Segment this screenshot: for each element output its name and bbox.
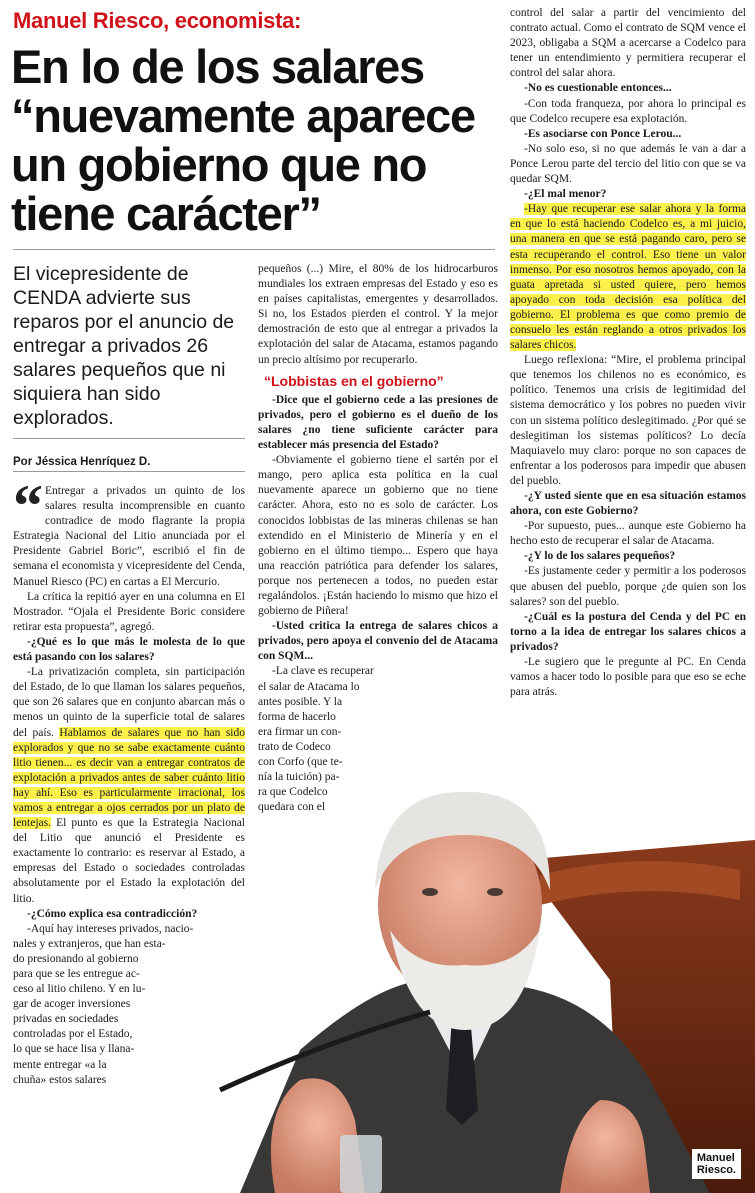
- paragraph: -No solo eso, si no que además le van a dar a Ponce Lerou parte del tercio del litio con que se va quedar SQM.: [510, 142, 746, 186]
- question: -Es asociarse con Ponce Lerou...: [524, 127, 682, 140]
- paragraph: [510, 202, 746, 353]
- line: privadas en sociedades: [13, 1013, 119, 1026]
- text: -La privatización completa, sin participación del Estado, de lo que llaman los salares pequeños, que son 26 salares que en conjunto abarcan más o menos un quinto de la superficie total de salares del país.: [13, 666, 245, 739]
- paragraph: pequeños (...) Mire, el 80% de los hidrocarburos mundiales los extraen empresas del Estado y eso es en países capitalistas, emergentes y desarrollados. Si no, los Estados pierden el control. Y la mejor demostración de esto que al entregar a privados la explotación del salar de Atacama, estamos pagando un precio altísimo por recuperarlo.: [258, 263, 498, 366]
- text: El punto es que la Estrategia Nacional del Litio que anunció el Presidente es exactamente lo contrario: es reservar al Estado, a empresas del Estado o sociedades controladas absolutamente por el Estado la explotación del litio.: [13, 817, 245, 905]
- line: con Corfo (que te-: [258, 756, 343, 768]
- portrait-photo: [180, 780, 755, 1193]
- line: era firmar un con-: [258, 725, 342, 738]
- question: -No es cuestionable entonces...: [524, 82, 672, 95]
- line: lo que se hace lisa y llana-: [13, 1043, 135, 1056]
- line: controladas por el Estado,: [13, 1028, 133, 1041]
- question: -¿Qué es lo que más le molesta de lo que está pasando con los salares?: [13, 635, 245, 664]
- headline-line: “nuevamente aparece: [11, 89, 475, 142]
- byline: Por Jéssica Henríquez D.: [13, 456, 151, 468]
- line: ceso al litio chileno. Y en lu-: [13, 983, 146, 996]
- line: para que se les entregue ac-: [13, 968, 140, 980]
- question: -Usted critica la entrega de salares chicos a privados, pero apoya el convenio del de Atacama con SQM...: [258, 620, 498, 663]
- deck: El vicepresidente de CENDA advierte sus reparos por el anuncio de entregar a privados 26 salares pequeños que ni siquiera han sido explorados.: [13, 263, 235, 429]
- question: -¿Cuál es la postura del Cenda y del PC en torno a la idea de entregar los salares chicos a privados?: [510, 610, 746, 653]
- line: gar de acoger inversiones: [13, 998, 131, 1011]
- kicker: Manuel Riesco, economista:: [13, 8, 302, 33]
- line: nía la tuición) pa-: [258, 771, 340, 784]
- line: nales y extranjeros, que han esta-: [13, 937, 166, 950]
- water-glass: [340, 1135, 382, 1193]
- right-eye: [487, 888, 503, 896]
- line: forma de hacerlo: [258, 710, 336, 723]
- paragraph: control del salar a partir del vencimiento del contrato actual. Como el contrato de SQM vence el 2023, obligaba a SQM a acercarse a Codelco para tener un entendimiento y permitiera recuperar el control del salar ahora.: [510, 7, 746, 80]
- line: antes posible. Y la: [258, 695, 343, 708]
- subheading: “Lobbistas en el gobierno”: [264, 372, 444, 389]
- paragraph: -Obviamente el gobierno tiene el sartén por el mango, pero aplica esta política en la cual nuevamente aparece un gobierno que no tiene carácter. Ahora, esto no es solo de carácter. Los conocidos lobbistas de las mineras chilenas se han extendido en el Ministerio de Minería y en el gobierno en el último tiempo... Espero que haya una reacción patriótica para defender los salares, porque nos pertenecen a todos, no pueden estar regalándolos. ¡Están haciendo lo mismo que hizo el gobierno de Piñera!: [258, 454, 498, 618]
- line: el salar de Atacama lo: [258, 680, 360, 693]
- caption-line: Riesco.: [696, 1164, 736, 1176]
- quote-icon: “: [13, 473, 43, 539]
- paragraph: La crítica la repitió ayer en una columna en El Mostrador. “Ojala el Presidente Boric considere retirar esta propuesta”, agregó.: [13, 590, 245, 633]
- headline-rule: [13, 249, 495, 250]
- line: chuña» estos salares: [13, 1073, 107, 1086]
- headline-line: un gobierno que no: [11, 138, 427, 191]
- line: -La clave es recuperar: [272, 665, 374, 678]
- paragraph: Entregar a privados un quinto de los salares resulta incomprensible en cuanto contradice de modo flagrante la propia Estrategia Nacional del Litio anunciada por el Presidente Gabriel Boric”, escribió el fin de semana el economista y vicepresidente del Cenda, Manuel Riesco (PC) en cartas a El Mercurio.: [13, 485, 245, 588]
- highlighted-text: -Hay que recuperar ese salar ahora y la forma en que lo está haciendo Codelco es, a mi juicio, una manera en que se está pagando caro, pero se esta recuperando el control. Eso tiene un valor inmenso. Por eso nosotros hemos apoyado, con la guata apretada si usted quiere, pero hemos apoyado con toda decisión esa política del gobierno. El problema es que como premio de consuelo les están reglando a otros privados los salares chicos.: [510, 203, 746, 352]
- line: do presionando al gobierno: [13, 952, 139, 965]
- line: -Aquí hay intereses privados, nacio-: [27, 922, 194, 935]
- headline: [11, 42, 506, 238]
- headline-line: tiene carácter”: [11, 187, 321, 240]
- question: -¿Y lo de los salares pequeños?: [524, 550, 676, 563]
- line: quedara con el: [258, 801, 326, 814]
- line: trato de Codeco: [258, 740, 331, 753]
- caption-line: Manuel: [696, 1152, 735, 1164]
- paragraph: -Con toda franqueza, por ahora lo principal es que Codelco recupere esa explotación.: [510, 97, 746, 125]
- headline-line: En lo de los salares: [11, 40, 424, 93]
- column-2: [258, 262, 498, 815]
- column-3: [510, 6, 746, 700]
- paragraph: [13, 665, 245, 907]
- question: -¿Y usted siente que en esa situación estamos ahora, con este Gobierno?: [510, 490, 746, 518]
- deck-rule: [13, 438, 245, 439]
- wrapped-text: [13, 922, 245, 1088]
- question: -Dice que el gobierno cede a las presiones de privados, pero el gobierno es el dueño de los salares ¿no tiene suficiente carácter para establecer más presencia del Estado?: [258, 393, 498, 452]
- line: mente entregar «a la: [13, 1058, 107, 1071]
- question: -¿El mal menor?: [524, 188, 607, 201]
- column-1: [13, 473, 245, 1088]
- paragraph: Luego reflexiona: “Mire, el problema principal que tenemos los chilenos no es económico, es político. Tenemos una crisis de legitimidad del sistema democrático y los pobres no pueden vivir con un sistema político deslegitimado. ¿Por qué se deslegitiman los sistemas políticos? Lo decía Maquiavelo muy claro: porque no son capaces de enfrentar a los poderosos para impedir que abusen del pueblo.: [510, 354, 746, 487]
- paragraph: -Es justamente ceder y permitir a los poderosos que abusen del pueblo, porque ¿de quien son los salares? son del pueblo.: [510, 565, 746, 608]
- left-eye: [422, 888, 438, 896]
- paragraph: -Por supuesto, pues... aunque este Gobierno ha hecho esto de recuperar el salar de Atacama.: [510, 520, 746, 548]
- line: ra que Codelco: [258, 786, 328, 799]
- paragraph: -Le sugiero que le pregunte al PC. En Cenda vamos a hacer todo lo posible para que eso se eche para atrás.: [510, 656, 746, 699]
- question: -¿Cómo explica esa contradicción?: [27, 907, 198, 920]
- byline-rule: [13, 471, 245, 472]
- photo-caption: [692, 1149, 741, 1179]
- highlighted-text: Hablamos de salares que no han sido explorados y que no se sabe exactamente cuánto litio tienen... es decir van a entregar contratos de explotación a privados antes de saber cuánto litio hay ahí. Eso es particularmente irracional, los vamos a entregar a ojos cerrados por un plato de lentejas.: [13, 726, 245, 830]
- wrapped-text: [258, 664, 498, 815]
